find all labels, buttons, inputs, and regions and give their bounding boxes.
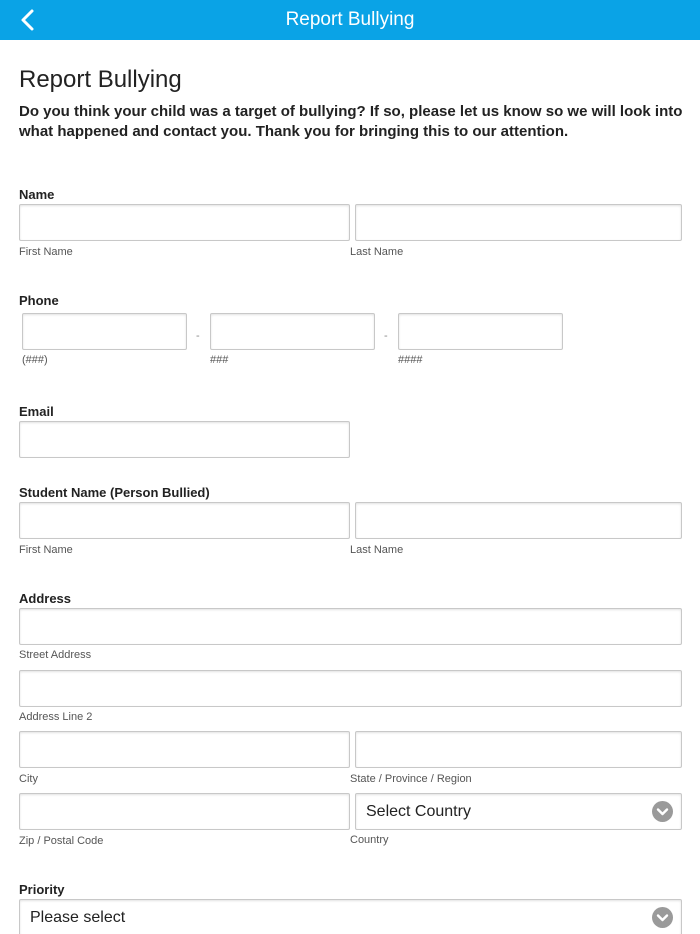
phone-line-sublabel: #### [398,354,423,366]
address-line2-sublabel: Address Line 2 [19,711,93,723]
chevron-down-icon [652,801,673,822]
top-bar [0,0,700,40]
page-title: Report Bullying [19,66,182,93]
header-title: Report Bullying [285,9,415,30]
phone-label: Phone [19,293,59,308]
address-label: Address [19,591,72,606]
intro-text: Do you think your child was a target of bullying? If so, please let us know so we will look into what happened and contact you. Thank you for bringing this to our attention. [19,103,683,140]
student-name-label: Student Name (Person Bullied) [19,485,210,500]
email-input[interactable] [19,421,350,458]
phone-area-input[interactable] [22,313,187,350]
student-last-name-input[interactable] [355,502,682,539]
phone-prefix-sublabel: ### [210,354,229,366]
city-sublabel: City [19,773,38,785]
student-last-name-sublabel: Last Name [350,544,404,556]
state-input[interactable] [355,731,682,768]
first-name-input[interactable] [19,204,350,241]
country-select-value: Select Country [366,803,471,820]
phone-area-sublabel: (###) [22,354,48,366]
name-label: Name [19,187,55,202]
phone-separator-1: - [196,330,200,342]
last-name-input[interactable] [355,204,682,241]
phone-separator-2: - [384,330,388,342]
address-line2-input[interactable] [19,670,682,707]
email-label: Email [19,404,54,419]
priority-label: Priority [19,882,65,897]
last-name-sublabel: Last Name [350,246,404,258]
chevron-down-icon [652,907,673,928]
priority-select-value: Please select [30,909,126,926]
city-input[interactable] [19,731,350,768]
priority-select[interactable] [19,899,682,934]
phone-prefix-input[interactable] [210,313,375,350]
student-first-name-sublabel: First Name [19,544,73,556]
country-select[interactable] [355,793,682,830]
zip-input[interactable] [19,793,350,830]
state-sublabel: State / Province / Region [350,773,472,785]
street-address-sublabel: Street Address [19,649,92,661]
street-address-input[interactable] [19,608,682,645]
student-first-name-input[interactable] [19,502,350,539]
first-name-sublabel: First Name [19,246,73,258]
country-sublabel: Country [350,834,389,846]
zip-sublabel: Zip / Postal Code [19,835,104,847]
phone-line-input[interactable] [398,313,563,350]
